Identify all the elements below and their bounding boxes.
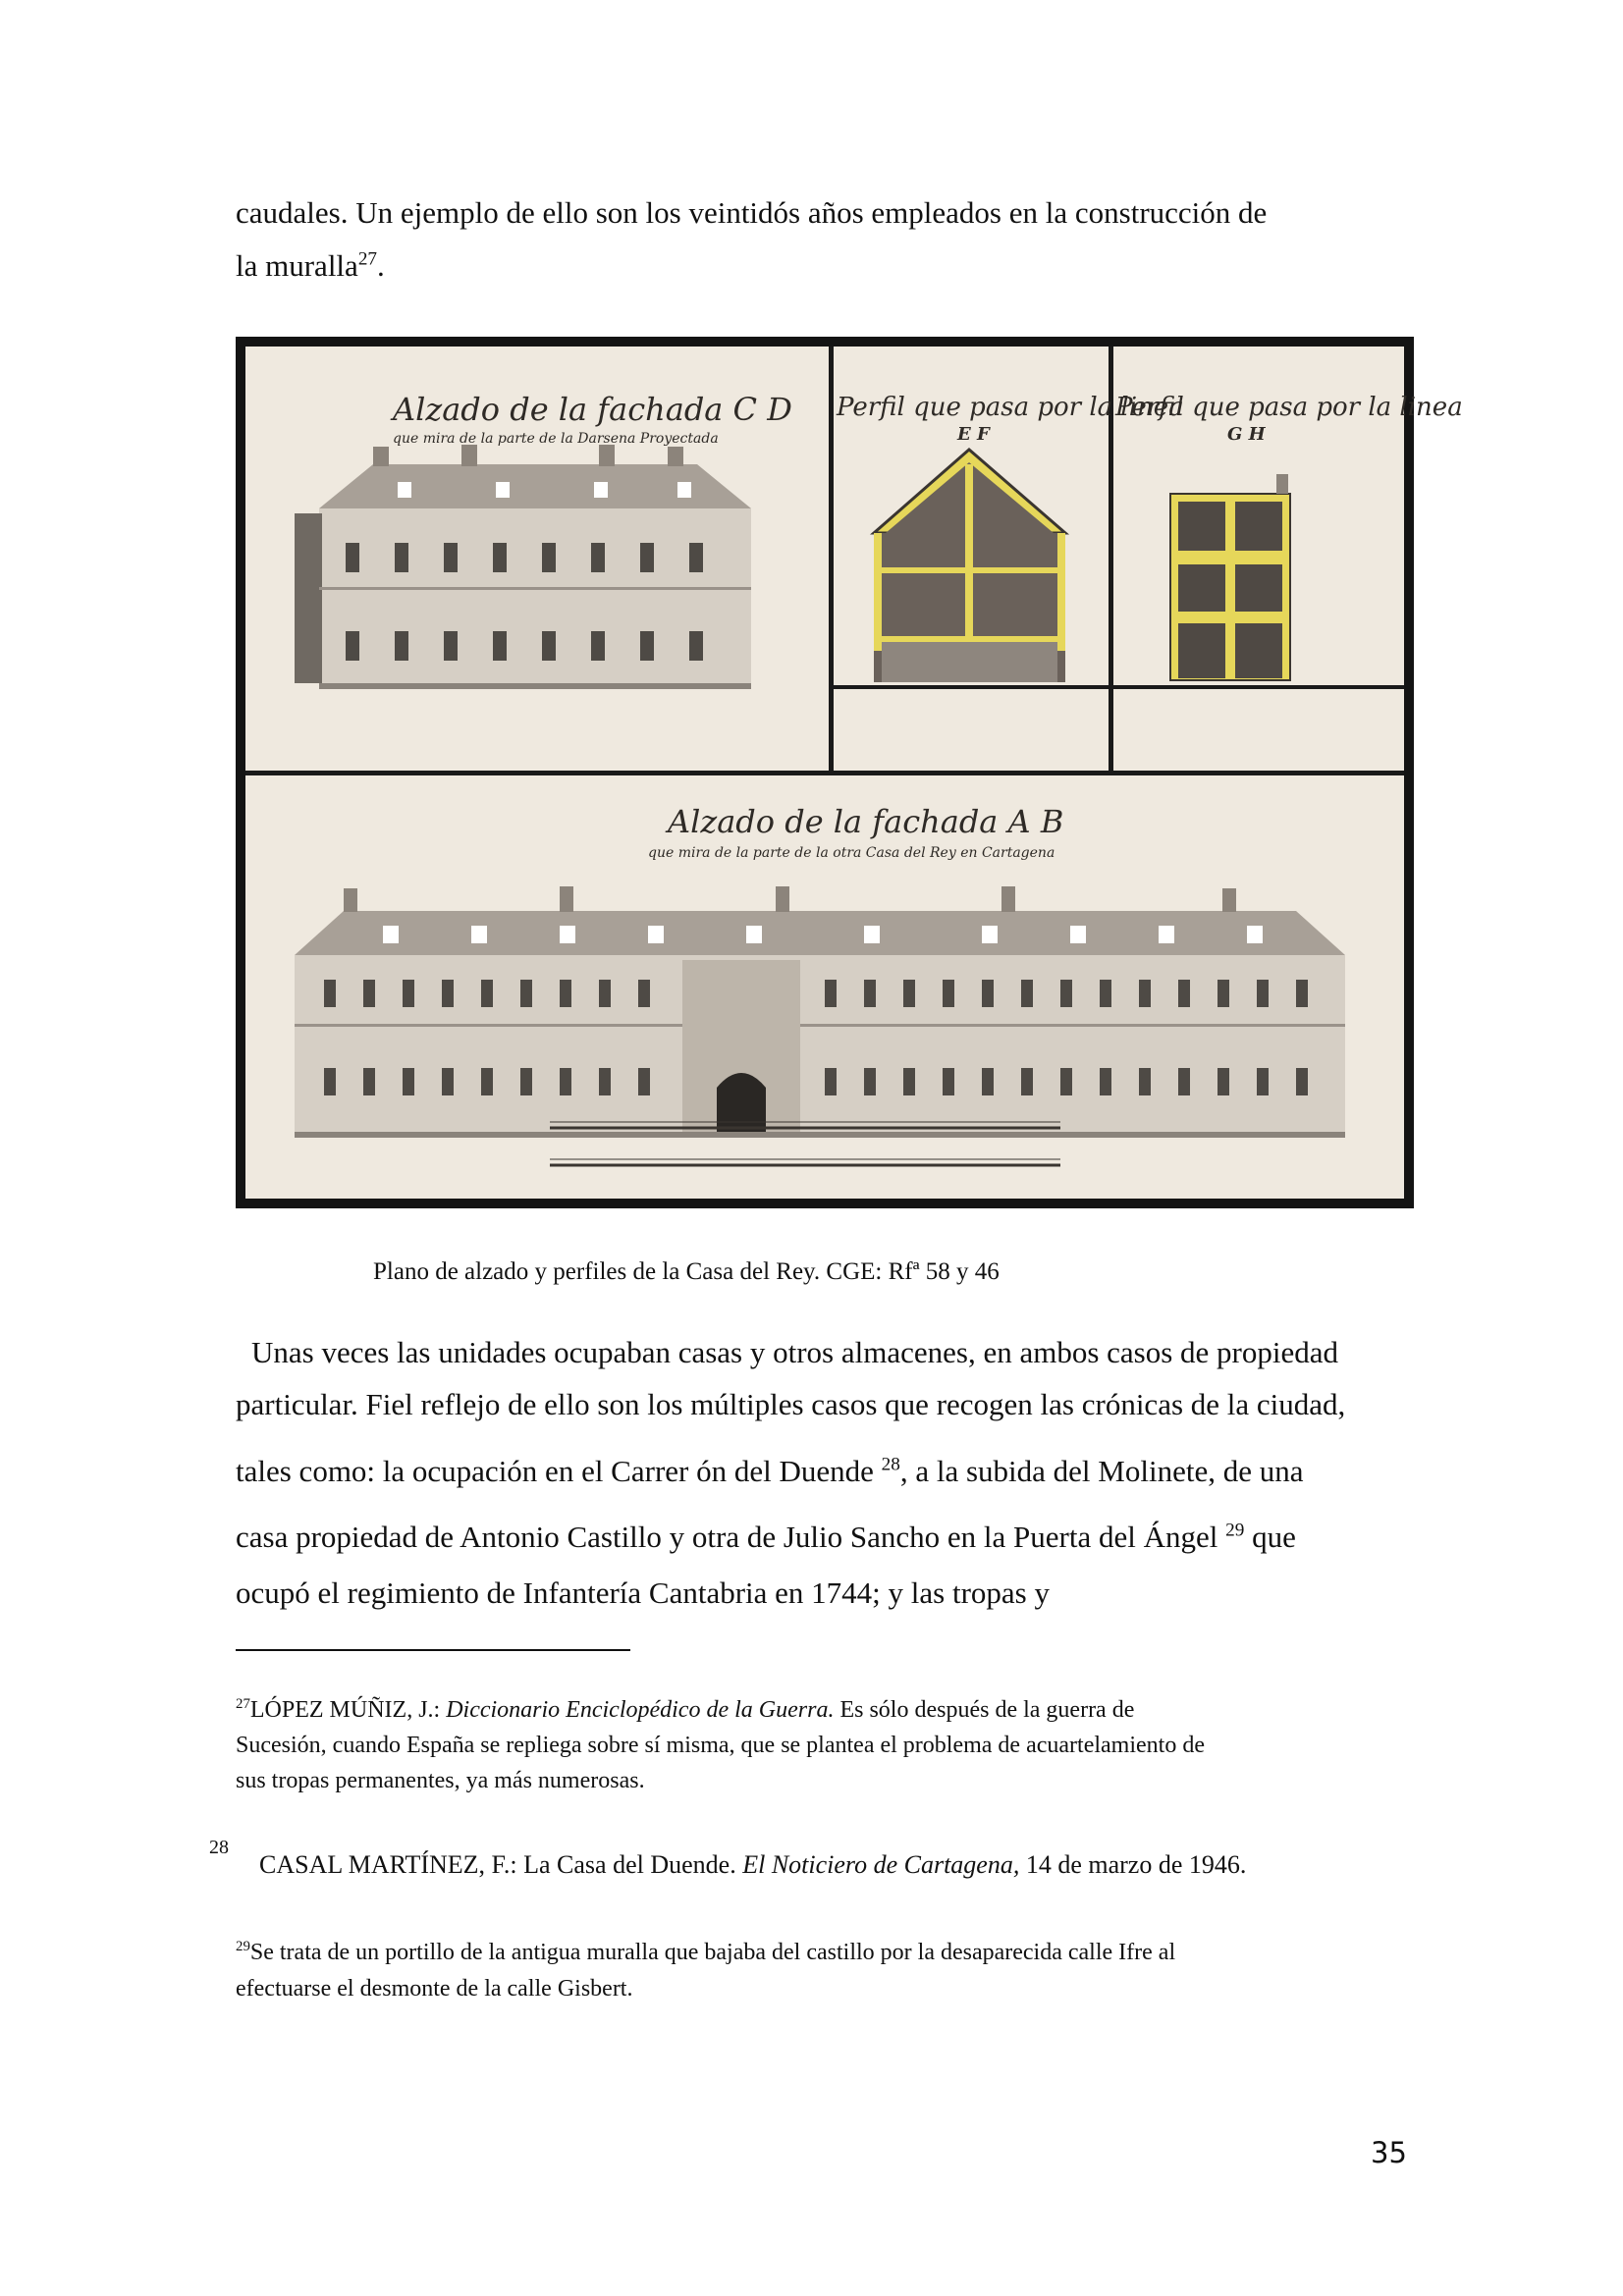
paragraph-line-5: ocupó el regimiento de Infantería Cantabria en 1744; y las tropas y — [236, 1575, 1050, 1610]
footnote-27-line-3: sus tropas permanentes, ya más numerosas. — [236, 1768, 645, 1793]
footnote-separator — [236, 1649, 630, 1651]
panel-ab-building — [295, 886, 1345, 1138]
page-number: 35 — [1371, 2136, 1407, 2169]
paragraph-line-1: Unas veces las unidades ocupaban casas y otros almacenes, en ambos casos de propiedad — [251, 1335, 1339, 1369]
panel-cd-title: Alzado de la fachada C D — [393, 391, 792, 428]
footnote-text: 14 de marzo de 1946. — [1019, 1850, 1247, 1879]
footnote-text: Es sólo después de la guerra de — [834, 1697, 1135, 1723]
paragraph-text: casa propiedad de Antonio Castillo y otra de Julio Sancho en la Puerta del Ángel — [236, 1520, 1226, 1554]
panel-gh-letters: G H — [1227, 424, 1266, 445]
paragraph-text: que — [1244, 1520, 1296, 1554]
footnote-28-text — [259, 1849, 1246, 1880]
intro-line-1: caudales. Un ejemplo de ello son los veintidós años empleados en la construcción de — [236, 195, 1268, 230]
panel-gh-title: Perfil que pasa por la linea — [1115, 393, 1463, 422]
footnote-work: El Noticiero de Cartagena, — [742, 1850, 1020, 1879]
footnote-ref-28[interactable]: 28 — [881, 1454, 900, 1475]
intro-text: la muralla — [236, 248, 358, 283]
panel-gh-section — [1170, 474, 1290, 680]
intro-period: . — [377, 248, 385, 283]
elevation-drawing — [236, 337, 1463, 1208]
footnote-28-number: 28 — [209, 1837, 229, 1858]
footnote-29-line-2: efectuarse el desmonte de la calle Gisbert. — [236, 1976, 633, 2002]
footnote-27-line-1 — [236, 1696, 1134, 1725]
paragraph-line-2: particular. Fiel reflejo de ello son los múltiples casos que recogen las crónicas de la ciudad, — [236, 1387, 1346, 1421]
panel-ef-title: Perfil que pasa por la linea — [837, 393, 1184, 422]
figure-caption: Plano de alzado y perfiles de la Casa del Rey. CGE: Rfª 58 y 46 — [373, 1258, 1000, 1285]
panel-cd-building — [295, 445, 751, 689]
footnote-29-line-1 — [236, 1939, 1175, 1967]
figure-plate — [236, 337, 1463, 1208]
footnote-author: CASAL MARTÍNEZ, F.: La Casa del Duende. — [259, 1850, 743, 1879]
paragraph-text: , a la subida del Molinete, de una — [899, 1454, 1304, 1488]
paragraph-line-3 — [236, 1453, 1303, 1489]
panel-cd-subtitle: que mira de la parte de la Darsena Proyectada — [393, 431, 719, 447]
footnote-work: Diccionario Enciclopédico de la Guerra. — [446, 1697, 835, 1723]
footnote-ref-27[interactable]: 27 — [357, 248, 378, 270]
panel-ab-subtitle: que mira de la parte de la otra Casa del Rey en Cartagena — [648, 845, 1055, 861]
footnote-ref-29[interactable]: 29 — [1225, 1520, 1245, 1541]
footnote-author: LÓPEZ MÚÑIZ, J.: — [249, 1697, 447, 1723]
panel-ab-title: Alzado de la fachada A B — [668, 803, 1064, 840]
footnote-27-line-2: Sucesión, cuando España se repliega sobre sí misma, que se plantea el problema de acuartelamiento de — [236, 1733, 1205, 1758]
intro-line-2 — [236, 247, 385, 284]
footnote-text: Se trata de un portillo de la antigua muralla que bajaba del castillo por la desaparecida calle Ifre al — [249, 1940, 1176, 1965]
footnote-number: 27 — [236, 1696, 250, 1712]
footnote-number: 29 — [236, 1939, 250, 1954]
panel-ef-letters: E F — [957, 424, 990, 445]
paragraph-text: tales como: la ocupación en el Carrer ón del Duende — [236, 1454, 882, 1488]
paragraph-line-4 — [236, 1519, 1296, 1555]
